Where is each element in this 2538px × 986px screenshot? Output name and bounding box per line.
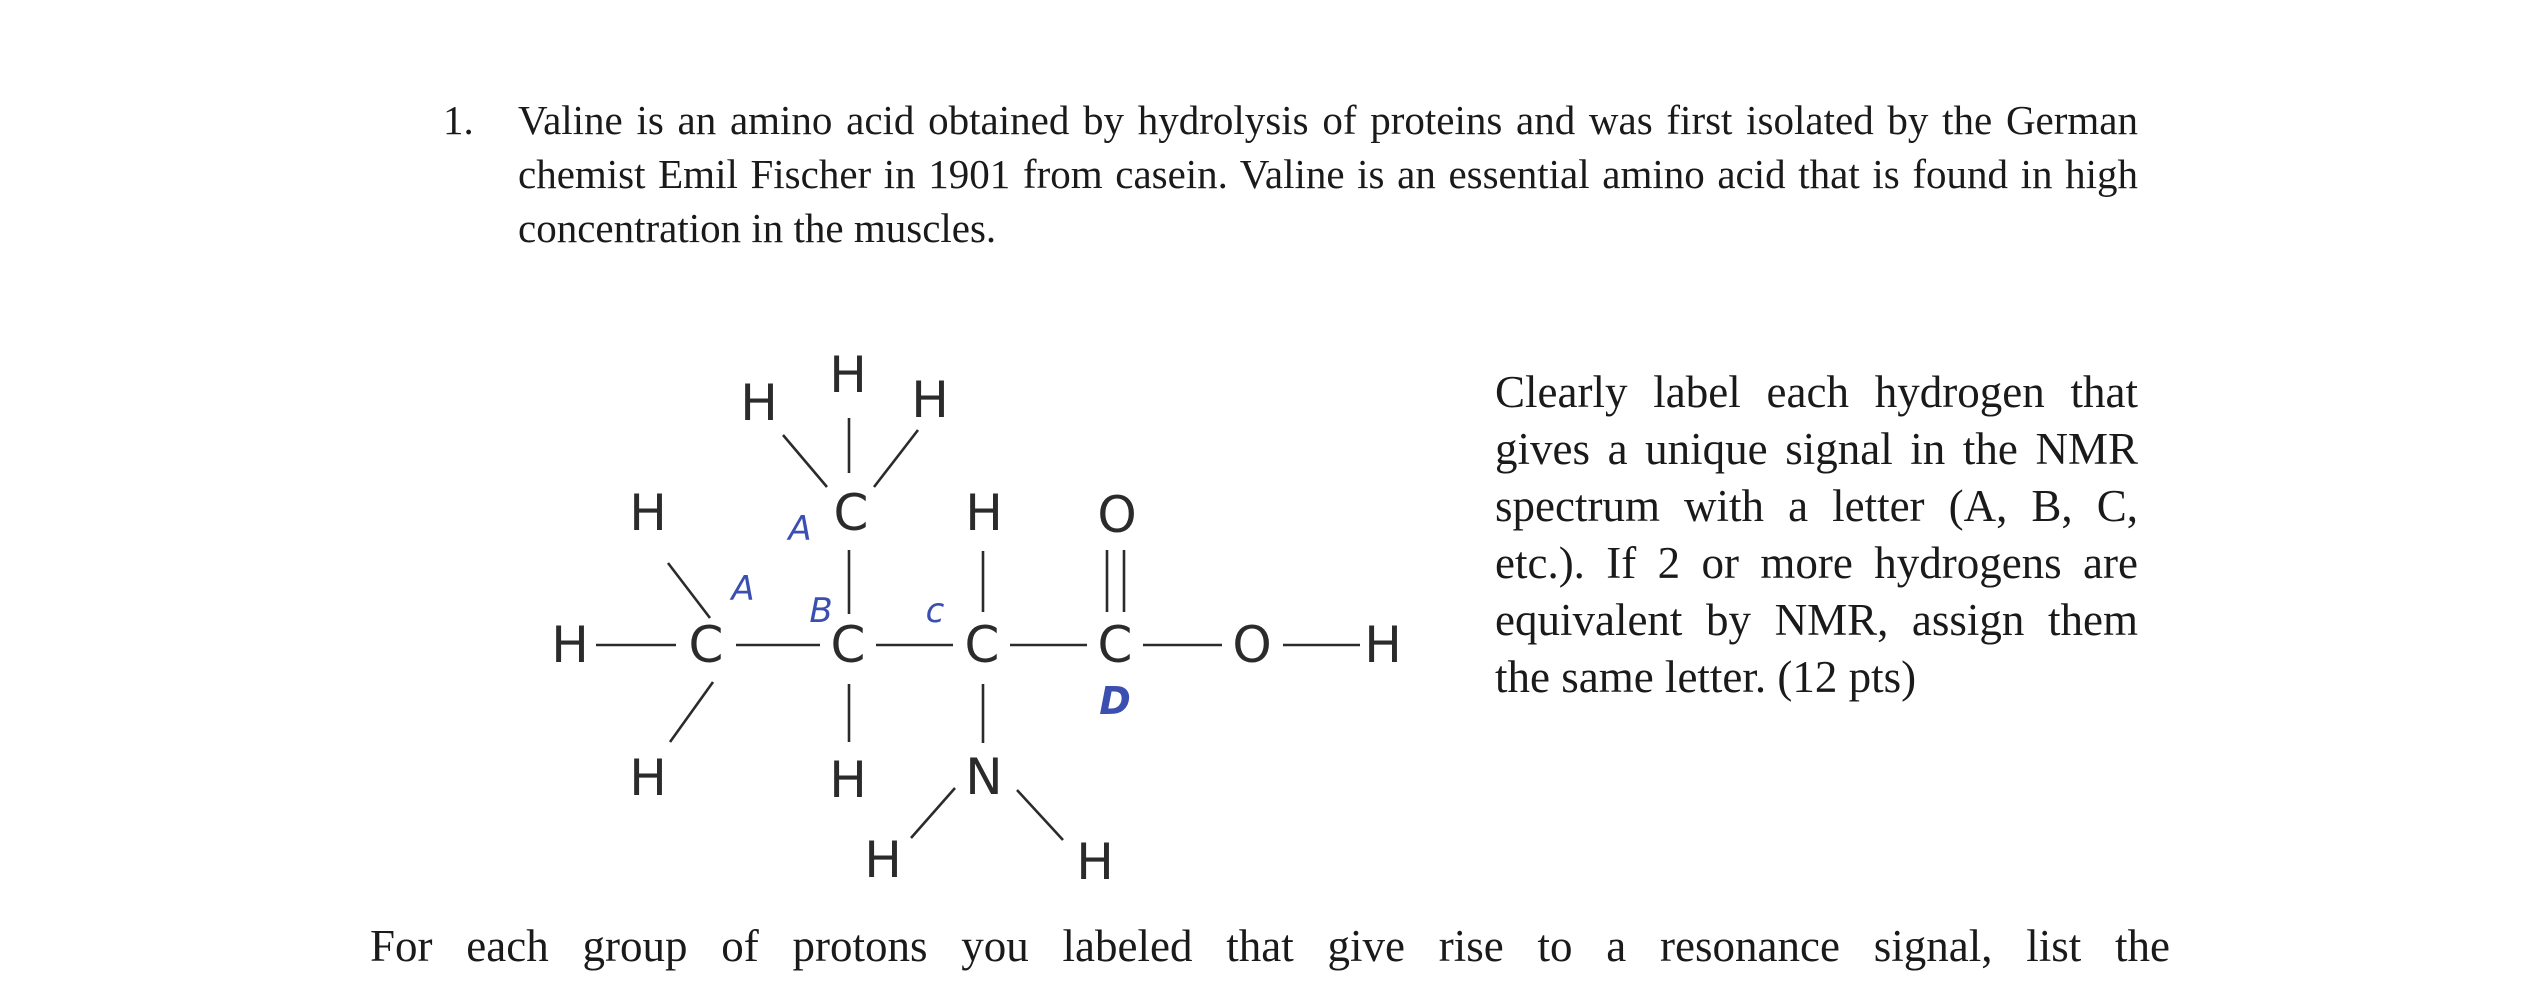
atom-c5-methyl: C [833, 484, 869, 542]
bond-c5-h-left [783, 435, 827, 487]
bond-n-h-right [1017, 790, 1063, 840]
atom-n-amine: N [965, 748, 1003, 806]
hand-label-c: c [925, 591, 945, 631]
atom-h-n-right: H [1076, 833, 1114, 891]
atom-o-hydroxyl: O [1232, 616, 1272, 674]
bond-c1-h-upper [668, 563, 710, 618]
labeling-instructions: Clearly label each hydrogen that gives a unique signal in the NMR spectrum with a letter (A, B, C, etc.). If 2 or more hydrogens are equivalent by NMR, assign them the same letter. (12 pts) [1495, 367, 2138, 702]
atom-h-hydroxyl: H [1364, 616, 1402, 674]
atom-o-carbonyl: O [1097, 486, 1137, 544]
atom-c4: C [1097, 616, 1133, 674]
atom-c3: C [964, 616, 1000, 674]
atom-labels [551, 346, 1402, 891]
atom-h-c1-lower: H [629, 749, 667, 807]
hand-label-b: B [809, 591, 833, 631]
atom-h-c5-right: H [911, 371, 949, 429]
atom-h-c5-top: H [829, 346, 867, 404]
followup-prompt: For each group of protons you labeled that give rise to a resonance signal, list the [370, 921, 2170, 971]
atom-h-c3-upper: H [965, 484, 1003, 542]
bond-c5-h-right [874, 430, 918, 487]
atom-c2: C [830, 616, 866, 674]
atom-h-c1-upper: H [629, 484, 667, 542]
atom-h-c2-lower: H [829, 751, 867, 809]
hand-label-a-methyl: A [788, 509, 812, 549]
question-intro-text: Valine is an amino acid obtained by hydrolysis of proteins and was first isolated by the German chemist Emil Fischer in 1901 from casein. Valine is an essential amino acid that is found in high concentration in the muscles. [518, 97, 2138, 251]
atom-h-c5-left: H [740, 374, 778, 432]
handwritten-labels [729, 509, 1130, 723]
hand-label-d: D [1099, 679, 1131, 723]
atom-h-left: H [551, 616, 589, 674]
atom-h-n-left: H [864, 831, 902, 889]
atom-c1: C [688, 616, 724, 674]
hand-label-a-c1: A [731, 569, 755, 609]
bond-c1-h-lower [670, 682, 713, 742]
question-number: 1. [443, 97, 474, 143]
bond-n-h-left [911, 788, 955, 838]
